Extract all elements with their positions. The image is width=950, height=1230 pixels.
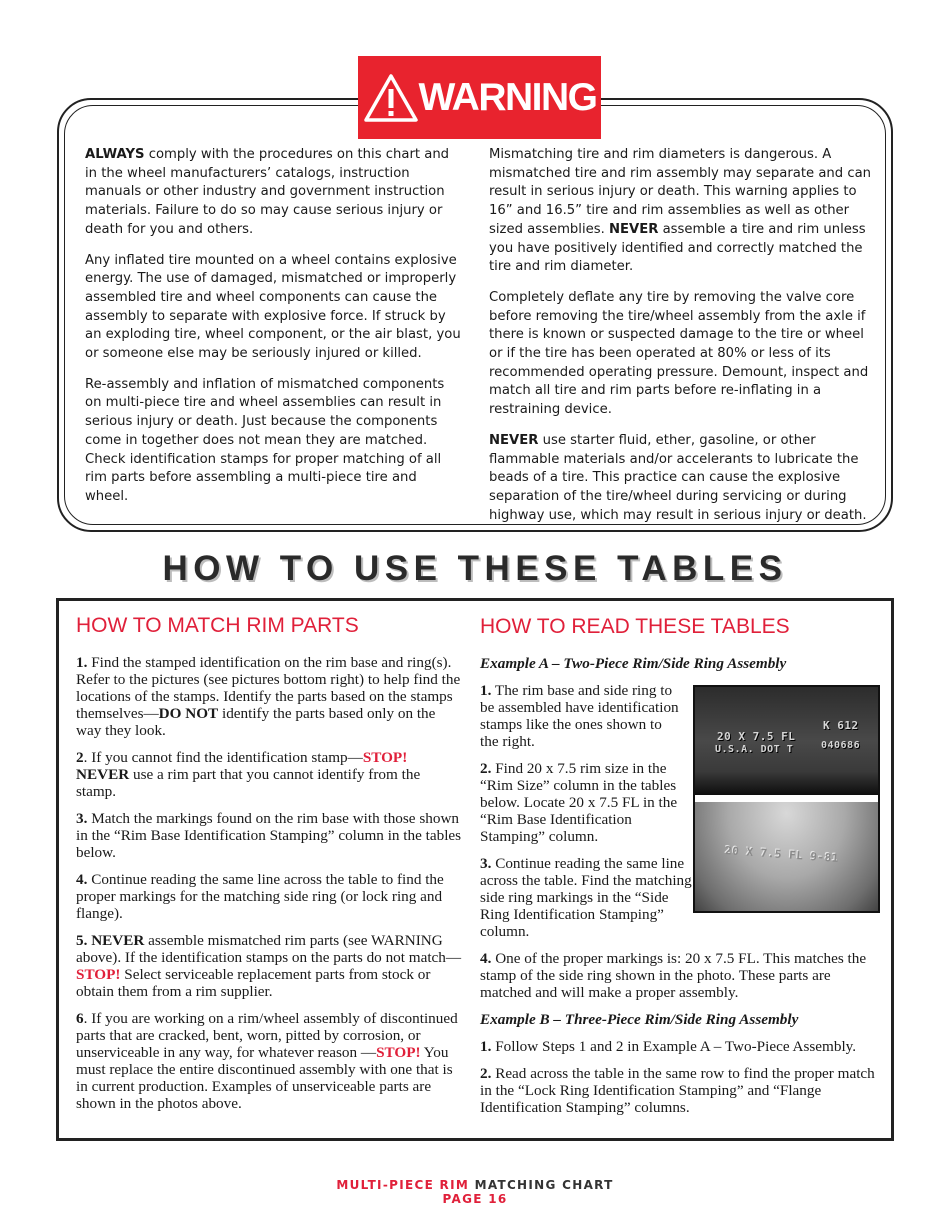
list-item [76, 749, 464, 800]
warning-text: assemble a tire and rim unless you have positively identified and correctly matched the tire and rim diameter. [489, 221, 866, 275]
step-number: 4. [76, 871, 88, 888]
warning-text: comply with the procedures on this chart and in the wheel manufacturers’ catalogs, instruction manuals or other industry and government instruction materials. Failure to do so may cause serious injury or death for you and others. [85, 147, 450, 237]
step-text: Match the markings found on the rim base with those shown in the “Rim Base Identification Stamping” column in the tables below. [76, 810, 462, 861]
side-ring-stamp: 20 X 7.5 FL 9-81 [724, 844, 840, 865]
warning-paragraph [85, 146, 463, 240]
stop-label: STOP! [76, 966, 121, 983]
list-item [76, 871, 464, 922]
warning-right-column [489, 146, 881, 537]
list-item [76, 810, 464, 861]
list-item [76, 1010, 464, 1112]
footer-title-dark: MATCHING CHART [469, 1178, 614, 1192]
warning-emphasis: NEVER [608, 221, 659, 237]
step-text: The rim base and side ring to be assembled have identification stamps like the ones shown to the right. [480, 682, 679, 750]
step-number: 3. [76, 810, 88, 827]
warning-badge [358, 56, 601, 139]
step-text: Find the stamped identification on the rim base and ring(s). Refer to the pictures (see pictures bottom right) to help find the locations of the stamps. Identify the parts based on the stamps themselves— [76, 654, 461, 722]
example-a-narrow-steps [480, 682, 692, 940]
step-text: assemble mismatched rim parts (see WARNING above). If the identification stamps on the parts do not match— [76, 932, 462, 966]
list-item [480, 682, 680, 750]
list-item [76, 932, 464, 1000]
rim-base-stamp: 20 X 7.5 FL [717, 730, 796, 743]
warning-paragraph [85, 376, 463, 507]
list-item [480, 1065, 882, 1116]
step-number: 1. [480, 1038, 492, 1055]
stop-label: STOP! [362, 749, 408, 766]
step-number: 2 [76, 749, 84, 766]
step-text: Follow Steps 1 and 2 in Example A – Two-Piece Assembly. [491, 1038, 857, 1055]
example-a-title: Example A – Two-Piece Rim/Side Ring Assembly [480, 655, 787, 672]
list-item [480, 760, 680, 845]
step-text: One of the proper markings is: 20 x 7.5 FL. This matches the stamp of the side ring shown in the photo. These parts are matched and will make a proper assembly. [480, 950, 867, 1001]
step-number: 4. [480, 950, 492, 967]
rim-base-stamp: U.S.A. DOT T [715, 744, 794, 755]
step-text: . If you cannot find the identification stamp— [83, 749, 363, 766]
list-item [480, 855, 700, 940]
warning-left-column [85, 146, 463, 519]
list-item [480, 1038, 882, 1055]
rim-base-stamp: 040686 [821, 740, 861, 751]
page-number: PAGE 16 [442, 1192, 508, 1206]
step-number: 2. [480, 760, 492, 777]
step-number: 2. [480, 1065, 492, 1082]
step-text: Read across the table in the same row to find the proper match in the “Lock Ring Identification Stamping” and “Flange Identification Stamping” columns. [480, 1065, 875, 1116]
list-item [480, 950, 882, 1001]
rim-base-stamp: K 612 [823, 719, 859, 732]
step-number: 1. [76, 654, 88, 671]
warning-triangle-icon [363, 73, 419, 123]
warning-text: use starter fluid, ether, gasoline, or other flammable materials and/or accelerants to lubricate the beads of a tire. This practice can cause the explosive separation of the tire/wheel during servicing or during highway use, which may result in serious injury or death. [489, 432, 867, 523]
step-text: use a rim part that you cannot identify from the stamp. [76, 766, 421, 800]
footer-title [0, 1178, 950, 1192]
step-number: 3. [480, 855, 492, 872]
step-emphasis: NEVER [87, 932, 145, 949]
warning-paragraph [489, 146, 881, 277]
step-text: You must replace the entire discontinued assembly with one that is in current production. Examples of unserviceable parts are shown in the photos above. [76, 1044, 453, 1112]
warning-paragraph [489, 432, 881, 526]
step-text: Continue reading the same line across the table to find the proper markings for the matching side ring (or lock ring and flange). [76, 871, 444, 922]
warning-text: Re-assembly and inflation of mismatched components on multi-piece tire and wheel assemblies can result in serious injury or death. Just because the components come in together does not mean they are matched. Check identification stamps for proper matching of all rim parts before assembling a multi-piece tire and wheel. [85, 376, 445, 504]
warning-paragraph [489, 289, 881, 420]
warning-emphasis: ALWAYS [85, 147, 145, 162]
step-emphasis: NEVER [76, 766, 130, 783]
step-text: identify the parts based only on the way they look. [76, 705, 436, 739]
step-emphasis: DO NOT [158, 705, 219, 722]
stop-label: STOP! [376, 1044, 421, 1061]
match-steps [76, 654, 464, 1122]
warning-emphasis: NEVER [489, 432, 539, 448]
photo-divider [695, 795, 878, 802]
step-text: . If you are working on a rim/wheel assembly of discontinued parts that are cracked, bent, worn, pitted by corrosion, or unserviceable in any way, for whatever reason — [76, 1010, 458, 1061]
warning-badge-text: WARNING [418, 75, 597, 119]
step-text: Continue reading the same line across the table. Find the matching side ring markings in the “Side Ring Identification Stamping” column. [480, 855, 692, 940]
step-number: 6 [76, 1010, 84, 1027]
read-section-title: HOW TO READ THESE TABLES [480, 615, 790, 638]
page-title: HOW TO USE THESE TABLES [162, 549, 788, 588]
step-number: 5. [76, 932, 88, 949]
warning-text: Mismatching tire and rim diameters is dangerous. A mismatched tire and rim assembly may separate and can result in serious injury or death. This warning applies to 16” and 16.5” tire and rim assemblies as well as other sized assemblies. [489, 147, 872, 237]
warning-paragraph [85, 252, 463, 364]
footer-title-red: MULTI-PIECE RIM [336, 1178, 470, 1192]
rim-stamp-photo [693, 685, 880, 913]
step-text: Select serviceable replacement parts from stock or obtain them from a rim supplier. [76, 966, 431, 1000]
match-section-title: HOW TO MATCH RIM PARTS [76, 614, 359, 637]
warning-text: Completely deflate any tire by removing the valve core before removing the tire/wheel assembly from the axle if there is known or suspected damage to the tire or wheel or if the tire has been operated at 80% or less of its recommended operating pressure. Demount, inspect and match all tire and rim parts before re-inflating in a restraining device. [489, 289, 869, 418]
page-footer [0, 1178, 950, 1206]
step-number: 1. [480, 682, 492, 699]
warning-text: Any inflated tire mounted on a wheel contains explosive energy. The use of damaged, mismatched or improperly assembled tire and wheel components can cause the assembly to separate with explosive force. If struck by an exploding tire, wheel component, or the air blast, you or someone else may be seriously injured or killed. [85, 252, 461, 362]
step-text: Find 20 x 7.5 rim size in the “Rim Size” column in the tables below. Locate 20 x 7.5 FL in the “Rim Base Identification Stamping” column. [480, 760, 678, 845]
list-item [76, 654, 464, 739]
example-b-title: Example B – Three-Piece Rim/Side Ring Assembly [480, 1011, 799, 1028]
